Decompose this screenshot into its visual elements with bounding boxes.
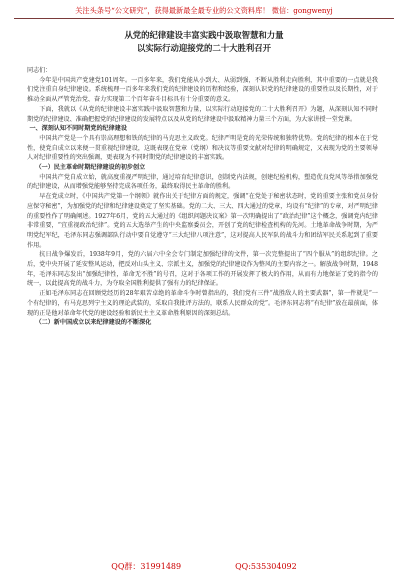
title-line-1: 从党的纪律建设丰富实践中汲取智慧和力量 xyxy=(124,30,284,40)
salutation: 同志们： xyxy=(27,67,52,74)
paragraph: 中国共产党是一个具有崇高理想和铁的纪律的马克思主义政党。纪律严明是党的光荣传统和独特优势。党的纪律的根本在于党性，使党自成立以来便一贯重视纪律建设，这既表现在党章（党纲）和决议等重要文献对纪律的明确规定，又表现为党的主要领导人对纪律重要性的突出强调，更表现为不同时期党的纪律建设的丰富实践。 xyxy=(27,134,378,162)
subsection-heading: （一）民主革命时期纪律建设的初步创立 xyxy=(35,164,146,172)
page-footer xyxy=(0,561,408,572)
page-header: 关注头条号“公文研究”，获得最新最全最专业的公文资料库！ 微信：gongwenyj xyxy=(14,5,394,19)
paragraph: 正如毛泽东同志在回顾党经历的28年艰苦卓绝的革命斗争时曾指出的，我们党有三件“战胜敌人的主要武器”，第一件就是“一个有纪律的，有马克思列宁主义的理论武装的，采取自我批评方法的，联系人民群众的党”。毛泽东同志将“有纪律”放在最前面，体现的正是他对革命年代党的建设经验和新民主主义革命胜利原因的深刻总结。 xyxy=(27,290,378,317)
document-body xyxy=(27,66,378,328)
footer-qq: QQ:535304092 xyxy=(235,562,297,571)
paragraph: 下面，我就以《从党的纪律建设丰富实践中汲取智慧和力量，以实际行动迎接党的二十大胜利召开》为题，从深刻认知不同时期党的纪律建设、准确把握党的纪律建设的发展特点以及从党的纪律建设中汲取精神力量三个方面，为大家讲授一堂党课。 xyxy=(27,105,378,123)
section-heading: 一、深刻认知不同时期党的纪律建设 xyxy=(29,125,127,133)
paragraph: 早在党成立时，《中国共产党第一个纲领》就作出关于纪律方面的规定，强调“在党处于秘密状态时，党的重要主张和党员身份应保守秘密”，为加强党的纪律和纪律建设奠定了坚实基础。党的二大、三大、四大通过的党章，均设有“纪律”的专章，对严明纪律的重要性作了明确阐述。1927年6月，党的五大通过的《组织问题决议案》第一次明确提出了“政治纪律”这个概念，强调党内纪律非常重要，“宜重视政治纪律”。党的五大选举产生的中央监察委员会，开创了党的纪律检查机构的先河。土地革命战争时期，为严明党纪军纪，毛泽东同志强调部队行动中要自觉遵守“三大纪律八项注意”，这对提高人民军队的战斗力和团结军民关系起到了重要作用。 xyxy=(27,193,378,249)
subsection-heading: （二）新中国成立以来纪律建设的不断深化 xyxy=(35,319,152,327)
paragraph: 今年是中国共产党建党101周年。一百多年来，我们党能从小到大、从弱到强，不断从胜利走向胜利，其中重要的一点就是我们党注重自身纪律建设。系统梳理一百多年来我们党的纪律建设的历程和经验，深刻认识党的纪律建设的重要性以及长期性，对于推动全面从严管党治党、奋力实现第二个百年奋斗目标具有十分重要的意义。 xyxy=(27,76,378,104)
title-line-2: 以实际行动迎接党的二十大胜利召开 xyxy=(137,43,271,53)
paragraph: 抗日战争爆发后，1938年9月，党的六届六中全会专门制定加强纪律的文件，第一次完整提出了“四个服从”的组织纪律。之后，党中央开展了延安整风运动，把反对山头主义、宗派主义，加强党的纪律建设作为整风的主要内容之一。解放战争时期，1948年，毛泽东同志发出“加强纪律性，革命无不胜”的号召，这对于各项工作的开展发挥了极大的作用，从而有力地保证了党的指令的统一，以此提高党的战斗力，为夺取全国胜利提供了强有力的纪律保证。 xyxy=(27,251,378,288)
paragraph: 中国共产党自成立始，就高度重视严明纪律，通过培育纪律意识，创制党内法规，创建纪检机构，塑造优良党风等举措加强党的纪律建设，从而增强党能够坚持完成各项任务，最终取得民主革命的胜利。 xyxy=(27,173,378,191)
footer-qq-group: QQ群：31991489 xyxy=(111,562,182,571)
